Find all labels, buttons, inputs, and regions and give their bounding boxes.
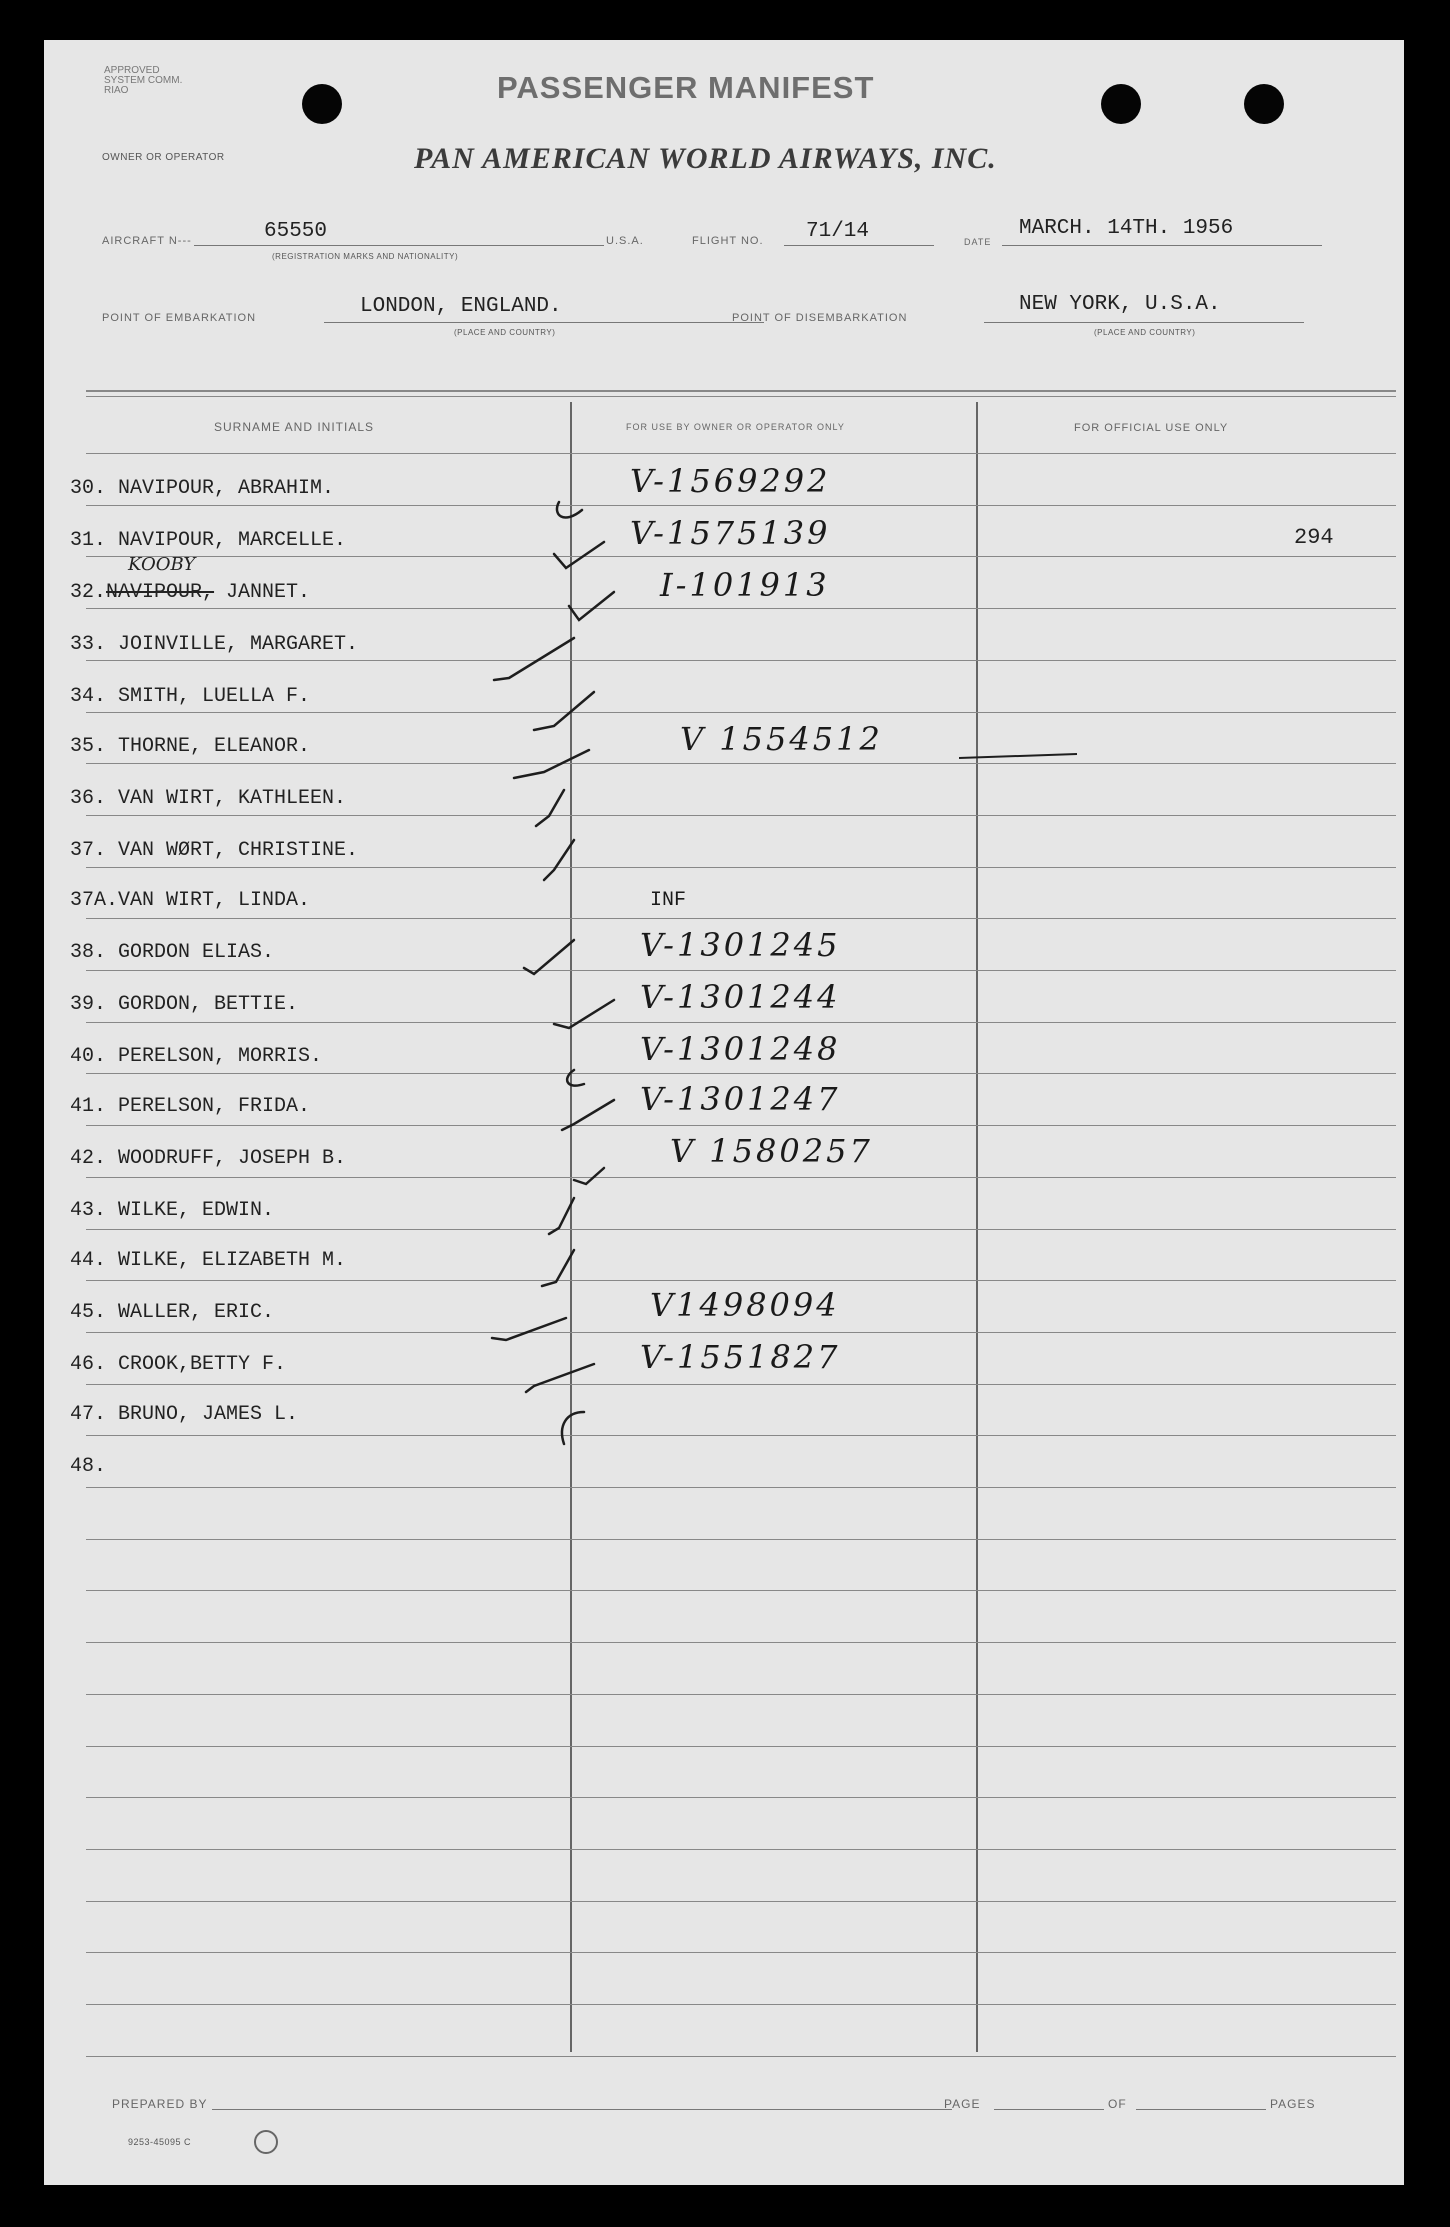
- passenger-visa: I-101913: [660, 566, 830, 604]
- embark-underline: [324, 322, 764, 323]
- check-mark: [554, 542, 604, 568]
- passenger-visa: V 1580257: [670, 1132, 873, 1170]
- ruled-line: [86, 1280, 1396, 1281]
- check-mark: [526, 1364, 594, 1392]
- passenger-row: [70, 1188, 1390, 1224]
- check-mark: [562, 1100, 614, 1130]
- ruled-line: [86, 1590, 1396, 1591]
- passenger-row: [70, 1392, 1390, 1428]
- page-label: PAGE: [944, 2097, 981, 2111]
- passenger-name: 44. WILKE, ELIZABETH M.: [70, 1249, 347, 1272]
- pages-label: PAGES: [1270, 2097, 1316, 2111]
- ruled-line: [86, 1797, 1396, 1798]
- passenger-row: [70, 622, 1390, 658]
- place-note-1: (PLACE AND COUNTRY): [454, 328, 556, 337]
- passenger-row: [70, 1238, 1390, 1274]
- passenger-name: 33. JOINVILLE, MARGARET.: [70, 633, 359, 656]
- check-mark: [567, 1070, 584, 1086]
- passenger-name: 36. VAN WIRT, KATHLEEN.: [70, 787, 347, 810]
- place-note-2: (PLACE AND COUNTRY): [1094, 328, 1196, 337]
- col-header-owner-use: FOR USE BY OWNER OR OPERATOR ONLY: [626, 422, 845, 432]
- ruled-line: [86, 505, 1396, 506]
- passenger-name: 37A.VAN WIRT, LINDA.: [70, 889, 311, 912]
- embark-value: LONDON, ENGLAND.: [360, 295, 562, 318]
- prepared-by-underline: [212, 2109, 952, 2110]
- manifest-page: [44, 40, 1404, 2185]
- passenger-row: [70, 1030, 1390, 1070]
- check-mark: [524, 940, 574, 974]
- passenger-name: 40. PERELSON, MORRIS.: [70, 1045, 323, 1068]
- official-note: 294: [1294, 525, 1334, 550]
- flight-underline: [784, 245, 934, 246]
- punch-hole-left: [302, 84, 342, 124]
- disembark-value: NEW YORK, U.S.A.: [1019, 293, 1221, 316]
- page-title: PASSENGER MANIFEST: [497, 70, 875, 105]
- ruled-line: [86, 608, 1396, 609]
- ruled-line: [86, 970, 1396, 971]
- passenger-name: 43. WILKE, EDWIN.: [70, 1199, 275, 1222]
- of-underline: [1136, 2109, 1266, 2110]
- passenger-row: [70, 926, 1390, 966]
- col-header-official-use: FOR OFFICIAL USE ONLY: [1074, 422, 1229, 434]
- punch-hole-mid: [1101, 84, 1141, 124]
- passenger-name: 34. SMITH, LUELLA F.: [70, 685, 311, 708]
- ruled-line: [86, 1849, 1396, 1850]
- ruled-line: [86, 1746, 1396, 1747]
- passenger-row: [70, 1286, 1390, 1326]
- check-mark: [542, 1250, 574, 1286]
- passenger-visa: V-1301247: [640, 1080, 841, 1118]
- col-header-surname: SURNAME AND INITIALS: [214, 420, 375, 434]
- passenger-row: [70, 978, 1390, 1018]
- passenger-row: [70, 720, 1390, 760]
- passenger-row: [70, 1080, 1390, 1120]
- check-mark: [554, 1000, 614, 1028]
- passenger-visa: V 1554512: [680, 720, 883, 758]
- passenger-name: 42. WOODRUFF, JOSEPH B.: [70, 1147, 347, 1170]
- check-mark: [536, 790, 564, 826]
- ruled-line: [86, 556, 1396, 557]
- check-mark: [492, 1318, 566, 1340]
- passenger-visa: V-1575139: [630, 514, 831, 552]
- approval-line-3: RIAO: [104, 85, 129, 96]
- row-number: 32.: [70, 581, 107, 604]
- passenger-visa: V-1301248: [640, 1030, 841, 1068]
- passenger-name: 45. WALLER, ERIC.: [70, 1301, 275, 1324]
- ruled-line: [86, 1177, 1396, 1178]
- passenger-row: [70, 878, 1390, 914]
- punch-hole-right: [1244, 84, 1284, 124]
- passenger-name: [70, 581, 310, 604]
- table-top-rule-2: [86, 396, 1396, 397]
- check-mark: [494, 638, 574, 680]
- check-mark: [574, 1168, 604, 1184]
- flight-value: 71/14: [806, 220, 870, 243]
- usa-label: U.S.A.: [606, 235, 644, 247]
- ruled-line: [86, 1332, 1396, 1333]
- passenger-name: 47. BRUNO, JAMES L.: [70, 1403, 299, 1426]
- ruled-line: [86, 1229, 1396, 1230]
- struck-surname: NAVIPOUR,: [106, 581, 215, 604]
- ruled-line: [86, 1539, 1396, 1540]
- union-seal-icon: [254, 2130, 278, 2154]
- page-underline: [994, 2109, 1104, 2110]
- disembark-label: POINT OF DISEMBARKATION: [732, 312, 908, 324]
- ruled-line: [86, 2056, 1396, 2057]
- ruled-line: [86, 867, 1396, 868]
- ruled-line: [86, 1073, 1396, 1074]
- ruled-line: [86, 453, 1396, 454]
- aircraft-label: AIRCRAFT N---: [102, 235, 192, 247]
- date-underline: [1002, 245, 1322, 246]
- aircraft-underline: [194, 245, 604, 246]
- form-number: 9253-45095 C: [128, 2137, 192, 2147]
- given-name: JANNET.: [214, 581, 311, 604]
- owner-label: OWNER OR OPERATOR: [102, 152, 225, 163]
- ruled-line: [86, 1022, 1396, 1023]
- passenger-name: 38. GORDON ELIAS.: [70, 941, 275, 964]
- passenger-name: 46. CROOK,BETTY F.: [70, 1353, 287, 1376]
- ruled-line: [86, 660, 1396, 661]
- passenger-visa: INF: [650, 889, 687, 912]
- check-mark: [544, 840, 574, 880]
- passenger-visa: V-1301245: [640, 926, 841, 964]
- check-mark: [557, 502, 582, 518]
- passenger-name: 41. PERELSON, FRIDA.: [70, 1095, 311, 1118]
- disembark-underline: [984, 322, 1304, 323]
- passenger-name: 35. THORNE, ELEANOR.: [70, 735, 311, 758]
- check-mark: [514, 750, 589, 778]
- passenger-visa: V1498094: [650, 1286, 840, 1324]
- passenger-visa: V-1569292: [630, 462, 831, 500]
- ruled-line: [86, 2004, 1396, 2005]
- ruled-line: [86, 1952, 1396, 1953]
- check-marks: [474, 460, 674, 1560]
- ruled-line: [86, 1435, 1396, 1436]
- ruled-line: [86, 1125, 1396, 1126]
- registration-note: (REGISTRATION MARKS AND NATIONALITY): [272, 252, 459, 261]
- airline-name: PAN AMERICAN WORLD AIRWAYS, INC.: [414, 142, 997, 175]
- passenger-name: 39. GORDON, BETTIE.: [70, 993, 299, 1016]
- ruled-line: [86, 1642, 1396, 1643]
- passenger-row: [70, 1132, 1390, 1172]
- passenger-row: [70, 1338, 1390, 1378]
- check-mark: [549, 1198, 574, 1234]
- date-value: MARCH. 14TH. 1956: [1019, 217, 1234, 240]
- passenger-visa: V-1551827: [640, 1338, 841, 1376]
- flight-label: FLIGHT NO.: [692, 235, 764, 247]
- ruled-line: [86, 1384, 1396, 1385]
- check-mark: [562, 1412, 584, 1444]
- passenger-name: 37. VAN WØRT, CHRISTINE.: [70, 839, 359, 862]
- ruled-line: [86, 763, 1396, 764]
- handwritten-correction: KOOBY: [128, 554, 196, 575]
- check-mark: [534, 692, 594, 730]
- passenger-row: [70, 514, 1390, 554]
- passenger-row: [70, 462, 1390, 502]
- embark-label: POINT OF EMBARKATION: [102, 312, 257, 324]
- approval-line-1: APPROVED: [104, 65, 160, 76]
- date-label: DATE: [964, 237, 992, 247]
- passenger-row: [70, 776, 1390, 812]
- ruled-line: [86, 1487, 1396, 1488]
- passenger-row: [70, 1444, 1390, 1480]
- passenger-name: 30. NAVIPOUR, ABRAHIM.: [70, 477, 335, 500]
- handwritten-dash: [959, 750, 1079, 770]
- prepared-by-label: PREPARED BY: [112, 2097, 208, 2111]
- passenger-visa: V-1301244: [640, 978, 841, 1016]
- passenger-row: [70, 674, 1390, 710]
- ruled-line: [86, 1694, 1396, 1695]
- ruled-line: [86, 1901, 1396, 1902]
- passenger-row: [70, 828, 1390, 864]
- approval-comm: COMM.: [147, 75, 183, 86]
- passenger-name: 48.: [70, 1455, 107, 1478]
- approval-stamp: [104, 66, 204, 96]
- ruled-line: [86, 918, 1396, 919]
- ruled-line: [86, 815, 1396, 816]
- of-label: OF: [1108, 2097, 1127, 2111]
- check-mark: [569, 592, 614, 620]
- table-top-rule-1: [86, 390, 1396, 392]
- ruled-line: [86, 712, 1396, 713]
- passenger-name: 31. NAVIPOUR, MARCELLE.: [70, 529, 347, 552]
- approval-system: SYSTEM: [104, 75, 146, 86]
- aircraft-value: 65550: [264, 220, 328, 243]
- passenger-row: [70, 554, 1390, 606]
